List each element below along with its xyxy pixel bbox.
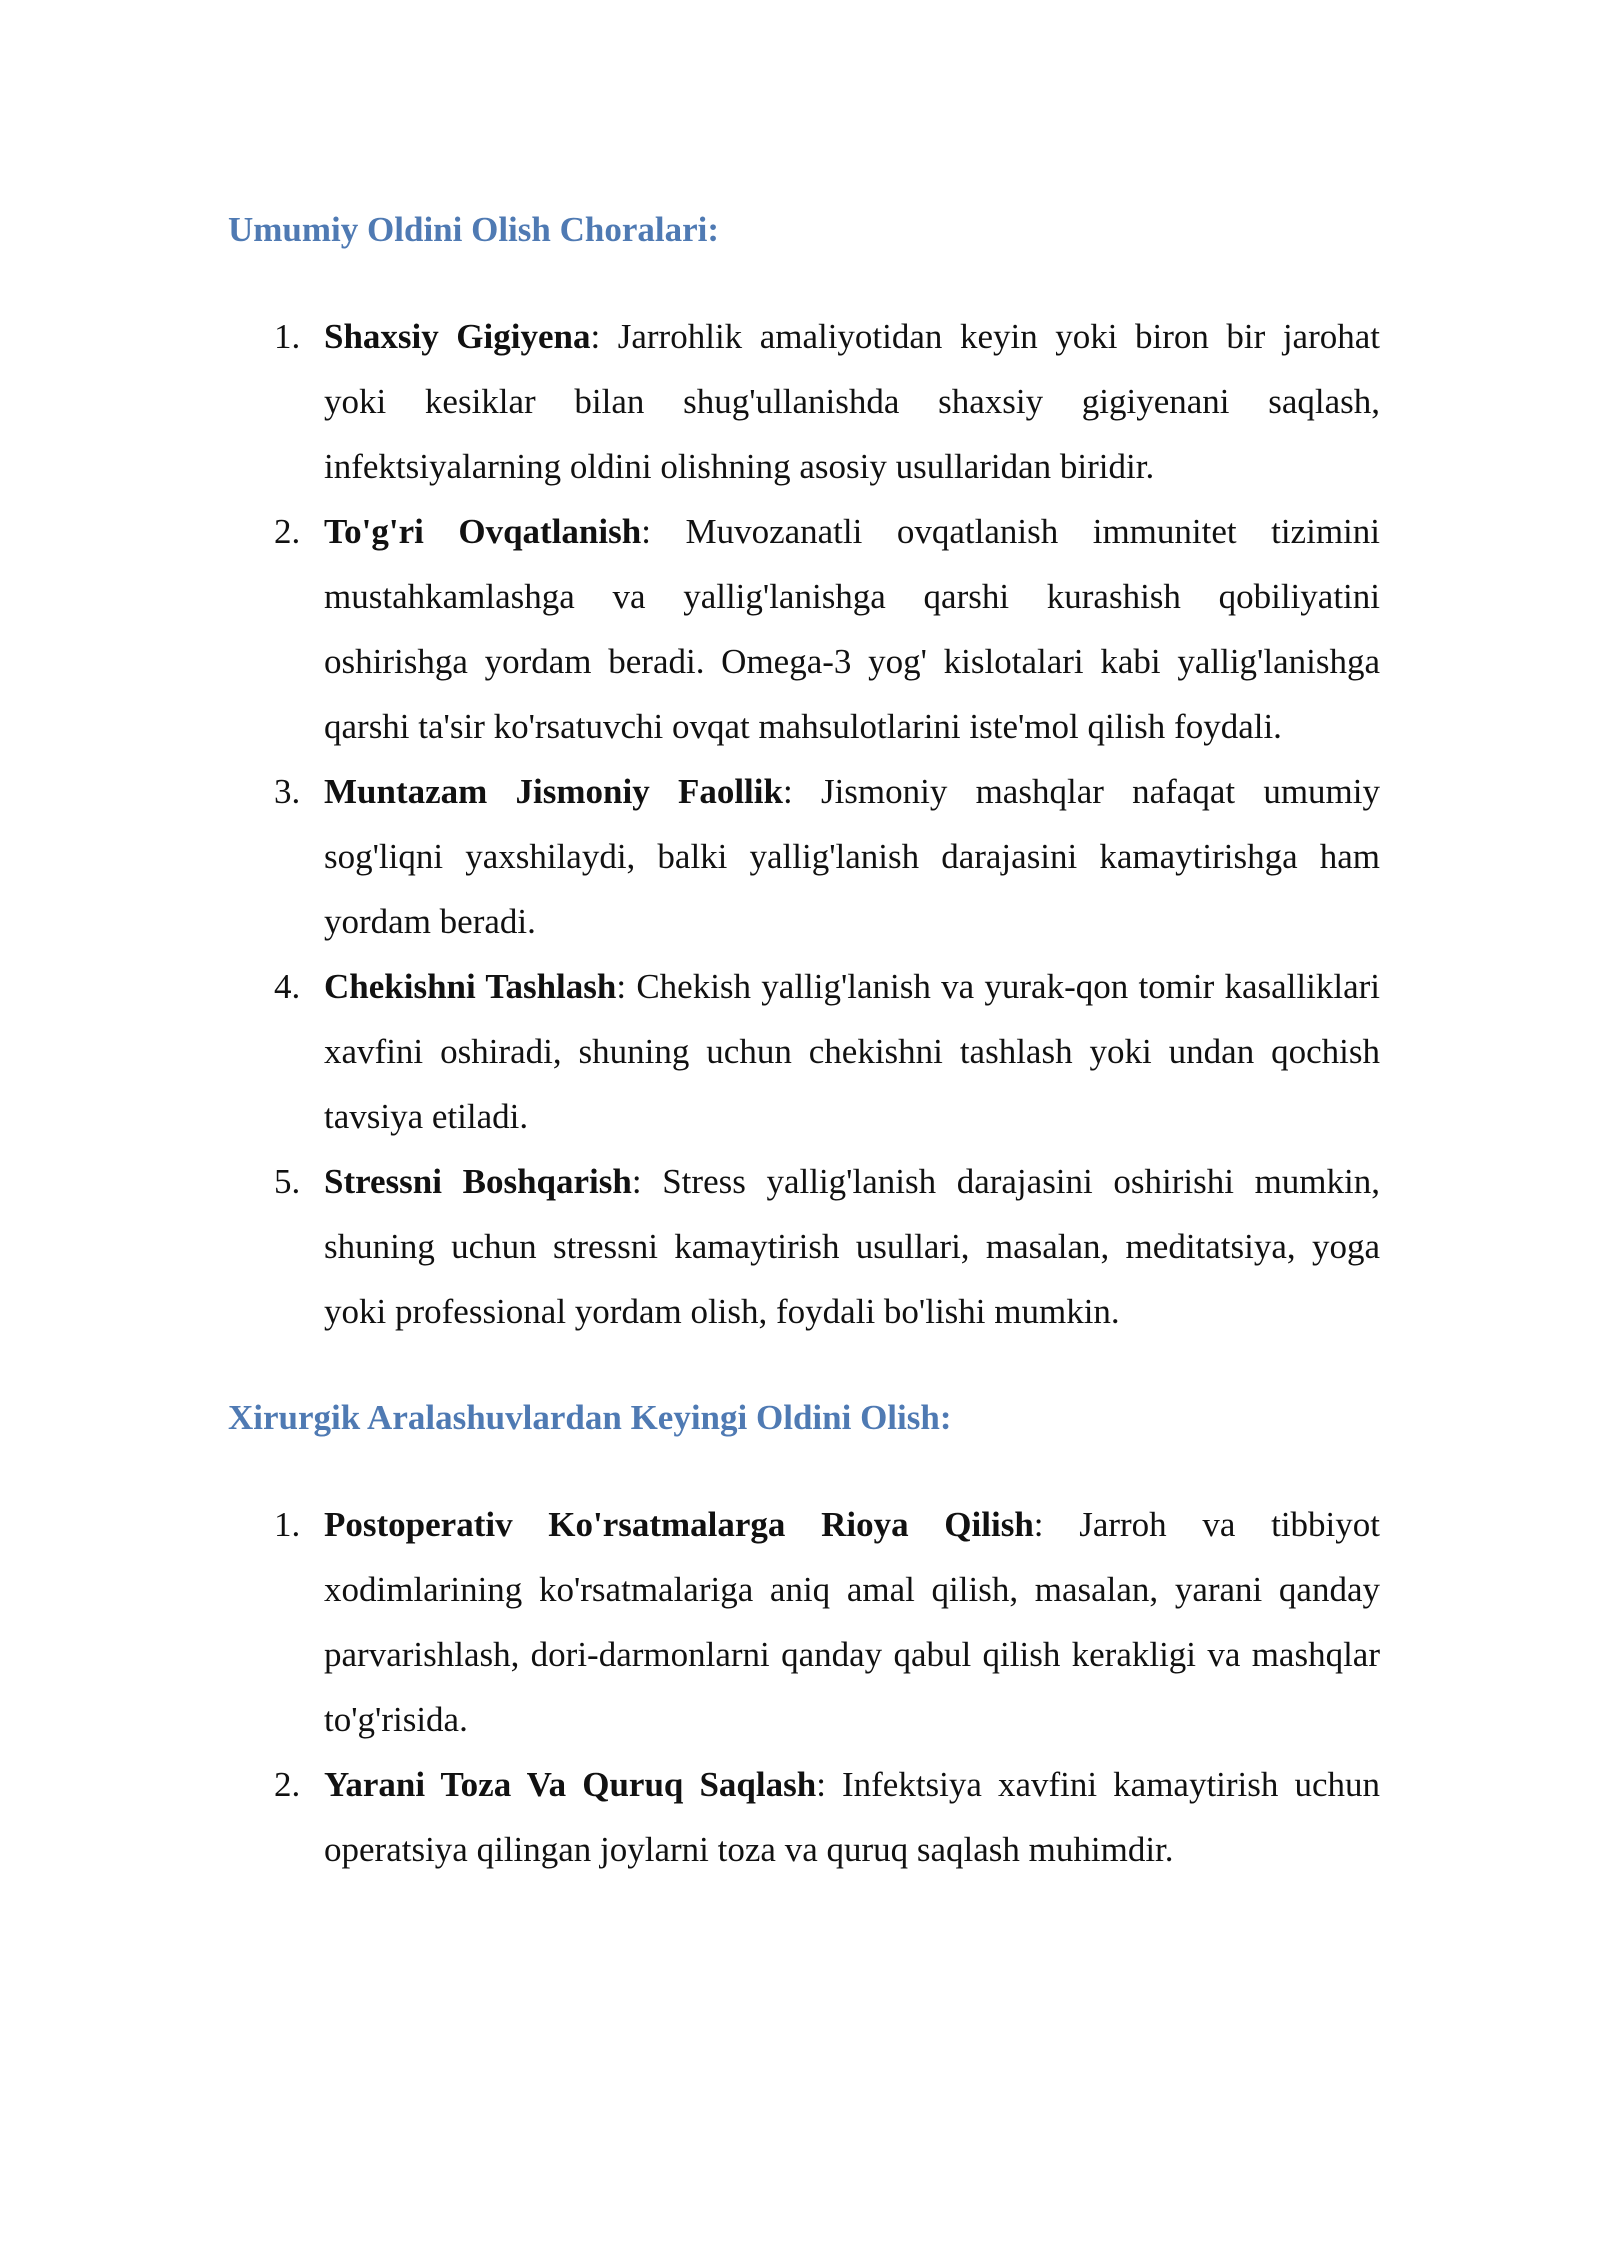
list-item: [228, 304, 1380, 499]
list-item-number: 3.: [274, 772, 301, 811]
list-item-text: Muvozanatli ovqatlanish immunitet tizimini mustahkamlashga va yallig'lanishga qarshi kurashish qobiliyatini oshirishga yordam beradi. Omega-3 yog' kislotalari kabi yallig'lanishga qarshi ta'sir ko'rsatuvchi ovqat mahsulotlarini iste'mol qilish foydali.: [324, 512, 1380, 746]
list-item-term: Muntazam Jismoniy Faollik: [324, 772, 783, 811]
list-item-term: Stressni Boshqarish: [324, 1162, 632, 1201]
section-heading-post-surgical-prevention: Xirurgik Aralashuvlardan Keyingi Oldini Olish:: [228, 1398, 952, 1437]
list-item: [228, 759, 1380, 954]
list-item-number: 4.: [274, 967, 301, 1006]
list-item-text: Stress yallig'lanish darajasini oshirishi mumkin, shuning uchun stressni kamaytirish usullari, masalan, meditatsiya, yoga yoki professional yordam olish, foydali bo'lishi mumkin.: [324, 1162, 1380, 1331]
list-item-text: Jismoniy mashqlar nafaqat umumiy sog'liqni yaxshilaydi, balki yallig'lanish darajasini kamaytirishga ham yordam beradi.: [324, 772, 1380, 941]
page-content: [228, 204, 1380, 1882]
list-item: [228, 1752, 1380, 1882]
list-item: [228, 1492, 1380, 1752]
list-item-number: 1.: [274, 317, 301, 356]
list-item-term: Yarani Toza Va Quruq Saqlash: [324, 1765, 817, 1804]
list-item-number: 5.: [274, 1162, 301, 1201]
list-item-number: 1.: [274, 1505, 301, 1544]
list-item-separator: :: [590, 317, 601, 356]
list-item-term: To'g'ri Ovqatlanish: [324, 512, 642, 551]
list-item-separator: :: [782, 772, 793, 811]
list-item: [228, 1149, 1380, 1344]
list-item-number: 2.: [274, 512, 301, 551]
list-item-text: Chekish yallig'lanish va yurak-qon tomir kasalliklari xavfini oshiradi, shuning uchun chekishni tashlash yoki undan qochish tavsiya etiladi.: [324, 967, 1380, 1136]
list-item-separator: :: [616, 967, 627, 1006]
post-surgical-prevention-list: [228, 1492, 1380, 1882]
list-item-term: Chekishni Tashlash: [324, 967, 617, 1006]
list-item-separator: :: [1033, 1505, 1044, 1544]
list-item-text: Infektsiya xavfini kamaytirish uchun operatsiya qilingan joylarni toza va quruq saqlash muhimdir.: [324, 1765, 1380, 1869]
list-item-number: 2.: [274, 1765, 301, 1804]
section-heading-general-prevention: Umumiy Oldini Olish Choralari:: [228, 210, 720, 249]
list-item-text: Jarrohlik amaliyotidan keyin yoki biron bir jarohat yoki kesiklar bilan shug'ullanishda shaxsiy gigiyenani saqlash, infektsiyalarning oldini olishning asosiy usullaridan biridir.: [324, 317, 1380, 486]
list-item-separator: :: [641, 512, 651, 551]
list-item: [228, 499, 1380, 759]
list-item: [228, 954, 1380, 1149]
list-item-separator: :: [631, 1162, 642, 1201]
general-prevention-list: [228, 304, 1380, 1344]
list-item-term: Shaxsiy Gigiyena: [324, 317, 591, 356]
list-item-term: Postoperativ Ko'rsatmalarga Rioya Qilish: [324, 1505, 1034, 1544]
list-item-separator: :: [816, 1765, 826, 1804]
list-item-text: Jarroh va tibbiyot xodimlarining ko'rsatmalariga aniq amal qilish, masalan, yarani qanday parvarishlash, dori-darmonlarni qanday qabul qilish kerakligi va mashqlar to'g'risida.: [324, 1505, 1380, 1739]
